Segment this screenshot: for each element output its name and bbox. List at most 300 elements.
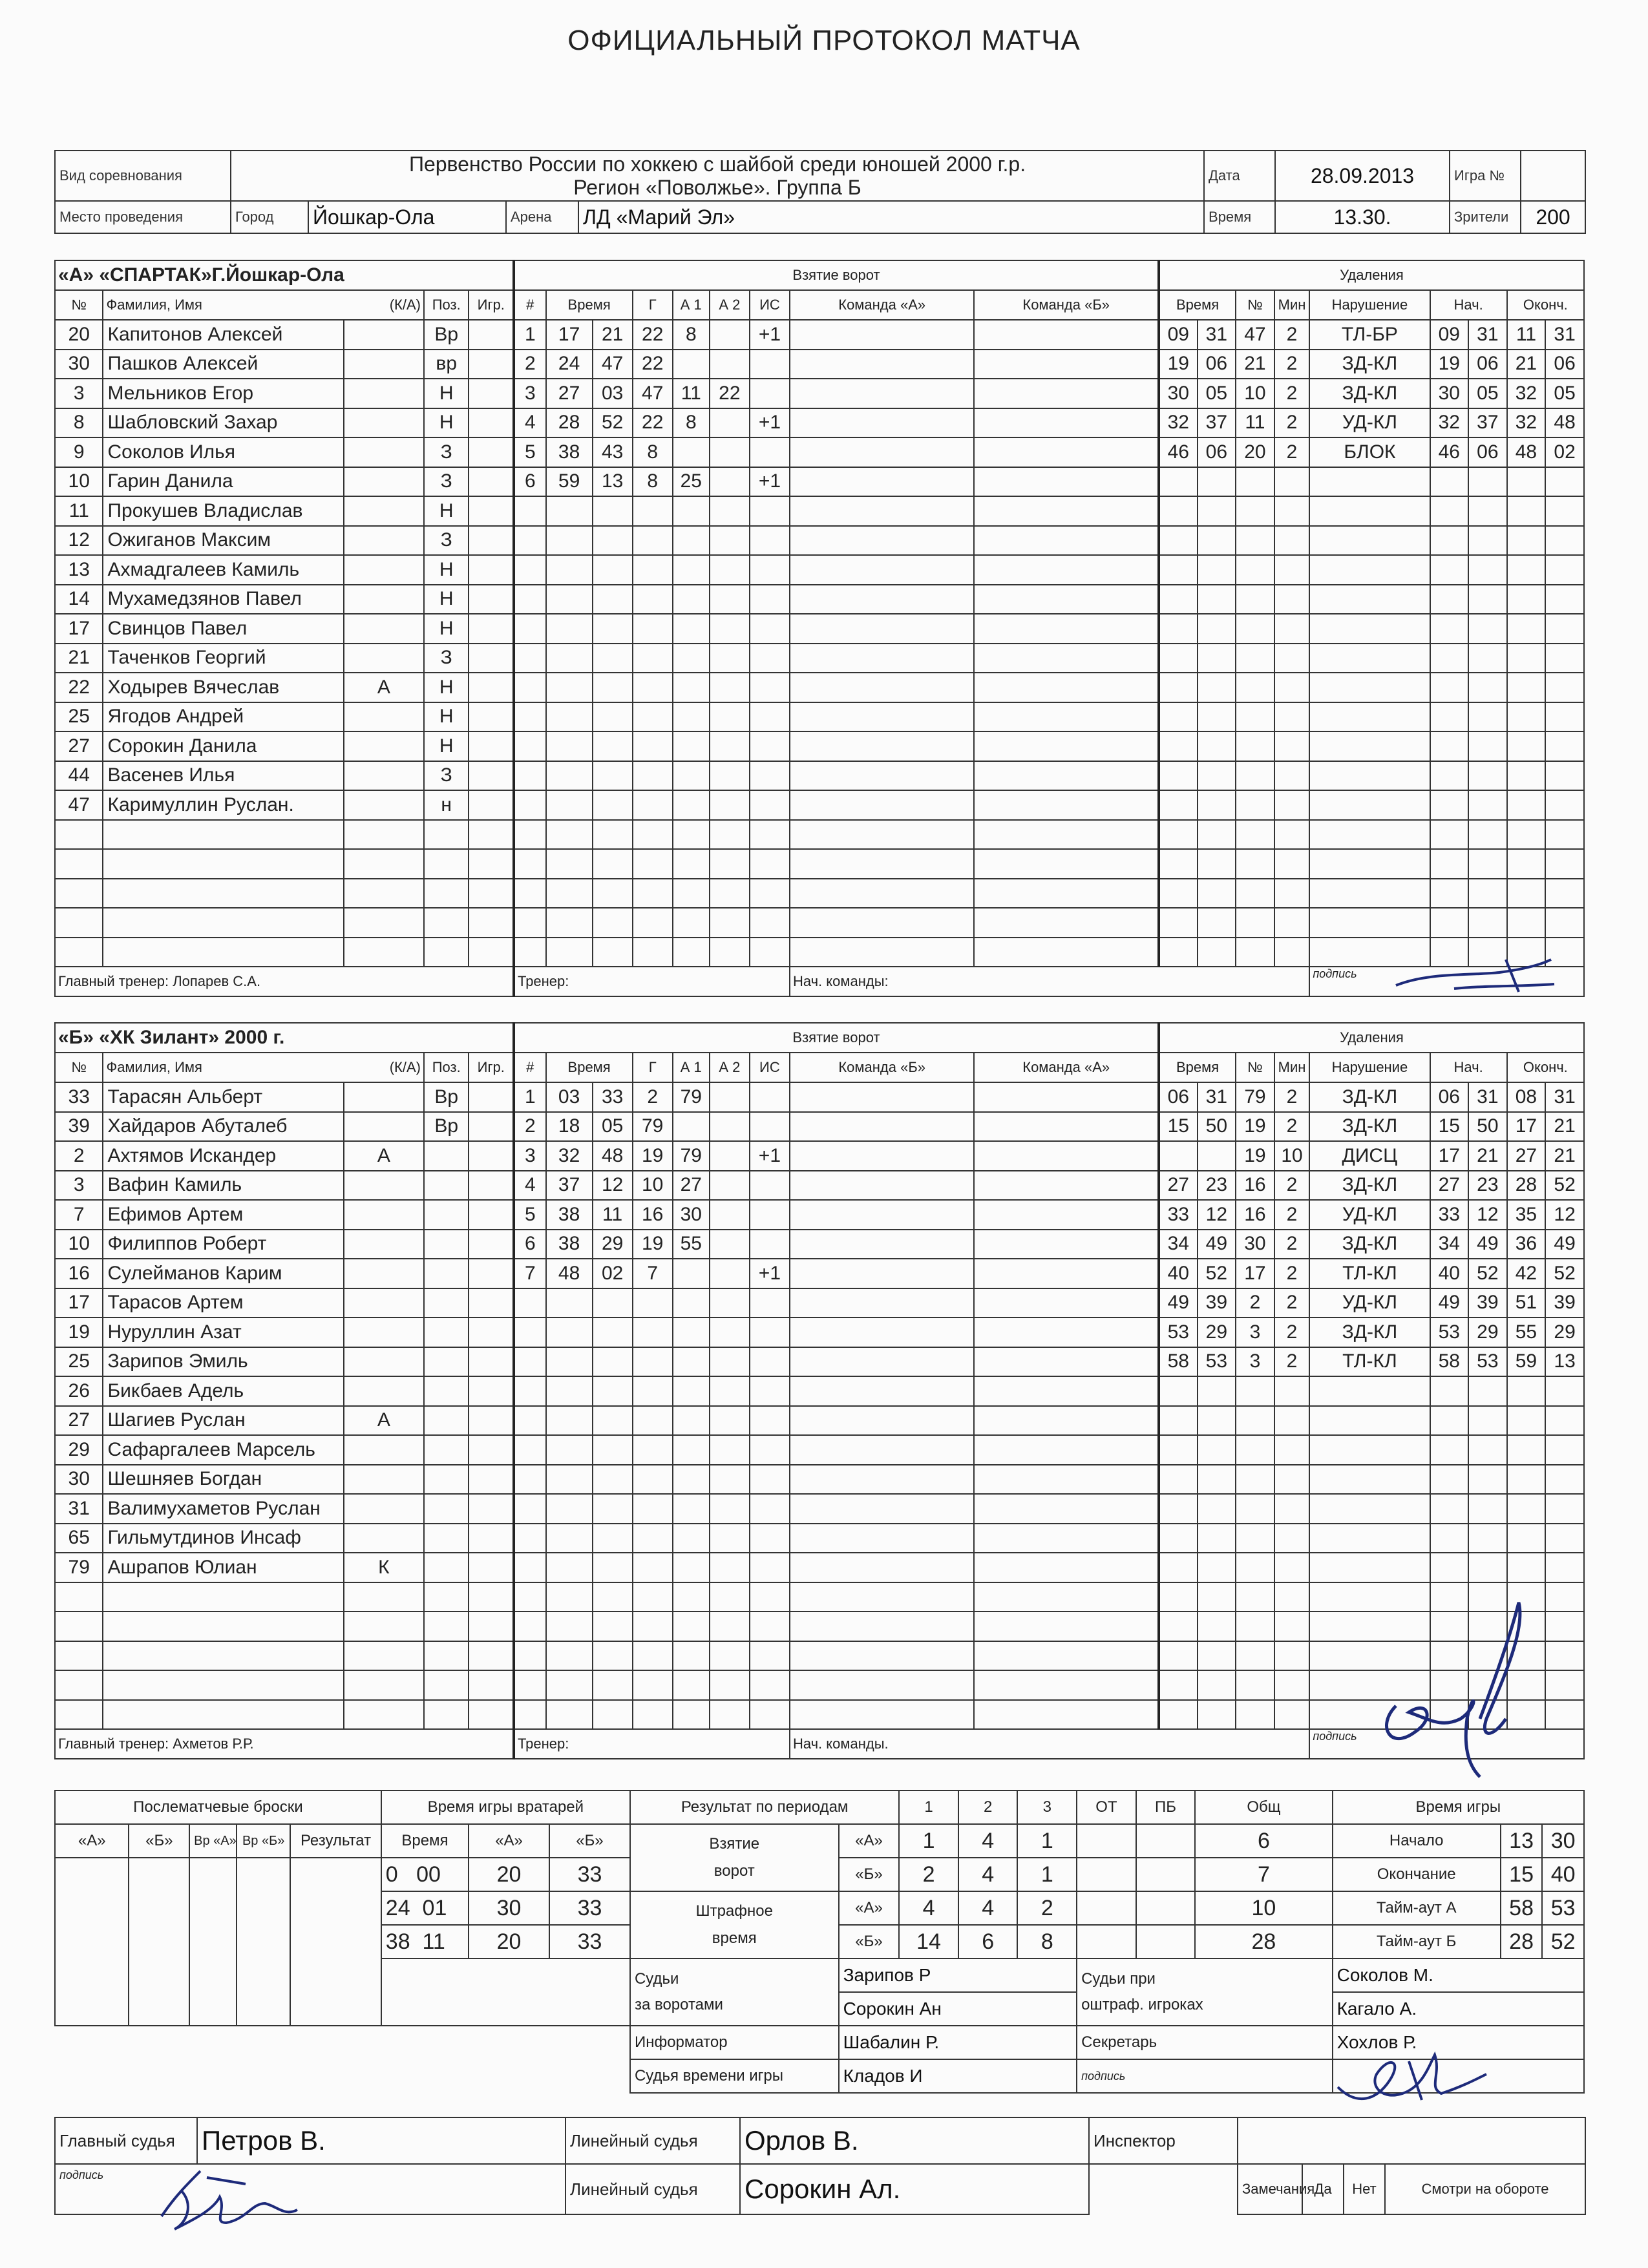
player-played xyxy=(469,1670,514,1700)
pim-row-label: Штрафное время xyxy=(630,1891,839,1958)
goal-assist-2 xyxy=(710,350,750,379)
penalty-minute: 19 xyxy=(1159,350,1198,379)
goal-strength xyxy=(750,1230,790,1259)
player-number: 25 xyxy=(55,702,103,732)
col-is: ИС xyxy=(750,290,790,320)
penalty-start-min xyxy=(1430,1376,1469,1406)
penalty-second xyxy=(1198,1553,1236,1582)
player-name: Ходырев Вячеслав xyxy=(103,673,343,702)
penalty-type xyxy=(1309,849,1430,879)
penalty-minute xyxy=(1159,702,1198,732)
goal-number xyxy=(514,1700,546,1730)
penalty-end-min xyxy=(1507,1435,1546,1465)
player-role xyxy=(344,496,424,526)
col-played: Игр. xyxy=(469,290,514,320)
penalty-end-sec xyxy=(1545,1700,1584,1730)
goal-strength xyxy=(750,614,790,644)
penalty-end-min: 28 xyxy=(1507,1171,1546,1201)
goal-assist-2 xyxy=(710,790,750,820)
penalty-minute xyxy=(1159,555,1198,585)
penalty-minute: 34 xyxy=(1159,1230,1198,1259)
pim-b-ot xyxy=(1077,1925,1136,1958)
goal-scorer: 19 xyxy=(633,1230,673,1259)
timeout-b-label: Тайм-аут Б xyxy=(1333,1925,1501,1958)
penalty-start-sec xyxy=(1468,790,1507,820)
goal-number: 2 xyxy=(514,350,546,379)
player-played xyxy=(469,702,514,732)
so-col-b: «Б» xyxy=(129,1824,189,1858)
player-role xyxy=(344,467,424,497)
penalty-end-sec: 12 xyxy=(1545,1200,1584,1230)
team-1-cell xyxy=(790,908,974,938)
penalty-player xyxy=(1236,731,1274,761)
penalty-player xyxy=(1236,1612,1274,1641)
penalty-minute xyxy=(1159,731,1198,761)
col-played: Игр. xyxy=(469,1053,514,1082)
team-1-cell xyxy=(790,1641,974,1671)
goal-assist-1 xyxy=(673,614,710,644)
table-row xyxy=(55,437,1584,467)
goal-minute: 17 xyxy=(546,320,593,350)
goal-number xyxy=(514,820,546,850)
penalty-start-sec xyxy=(1468,879,1507,908)
player-name: Бикбаев Адель xyxy=(103,1376,343,1406)
team-1-cell xyxy=(790,849,974,879)
penalty-minutes xyxy=(1274,702,1310,732)
penalty-type xyxy=(1309,585,1430,614)
ot-header: ОТ xyxy=(1077,1790,1136,1824)
penalty-end-sec: 02 xyxy=(1545,437,1584,467)
table-row xyxy=(55,908,1584,938)
penalty-start-min xyxy=(1430,820,1469,850)
penalty-second xyxy=(1198,938,1236,967)
player-name: Гильмутдинов Инсаф xyxy=(103,1524,343,1553)
team-b-table xyxy=(54,1022,1585,1759)
team-1-cell xyxy=(790,1347,974,1377)
player-role xyxy=(344,1641,424,1671)
team-1-cell xyxy=(790,1200,974,1230)
gk-row-1-b: 33 xyxy=(549,1858,630,1891)
penalty-type: ЗД-КЛ xyxy=(1309,1230,1430,1259)
player-played xyxy=(469,1318,514,1347)
penalty-player xyxy=(1236,938,1274,967)
penalty-minute xyxy=(1159,790,1198,820)
goal-strength xyxy=(750,1465,790,1495)
player-name: Соколов Илья xyxy=(103,437,343,467)
player-name xyxy=(103,849,343,879)
player-name: Сафаргалеев Марсель xyxy=(103,1435,343,1465)
team-title: «А» «СПАРТАК»Г.Йошкар-Ола xyxy=(55,260,514,290)
player-name: Валимухаметов Руслан xyxy=(103,1494,343,1524)
secretary-signature xyxy=(1331,2035,1493,2113)
assistant-coach: Тренер: xyxy=(514,967,790,996)
penalty-second xyxy=(1198,1524,1236,1553)
penalty-end-min xyxy=(1507,702,1546,732)
remarks-yes: Да xyxy=(1302,2164,1344,2214)
penalty-end-sec: 13 xyxy=(1545,1347,1584,1377)
penalty-player: 20 xyxy=(1236,437,1274,467)
goal-assist-1 xyxy=(673,350,710,379)
penalty-end-sec xyxy=(1545,790,1584,820)
goal-minute: 18 xyxy=(546,1112,593,1142)
goal-number xyxy=(514,496,546,526)
team-2-cell xyxy=(974,1524,1159,1553)
penalty-type: ЗД-КЛ xyxy=(1309,1082,1430,1112)
player-played xyxy=(469,526,514,556)
goal-assist-1 xyxy=(673,644,710,673)
goal-second: 52 xyxy=(593,408,633,438)
penalty-minutes: 2 xyxy=(1274,1112,1310,1142)
penalty-judge-1: Соколов М. xyxy=(1333,1958,1584,1992)
penalty-minutes xyxy=(1274,1465,1310,1495)
player-number: 79 xyxy=(55,1553,103,1582)
goal-minute xyxy=(546,731,593,761)
team-1-cell xyxy=(790,379,974,408)
penalty-end-min xyxy=(1507,1406,1546,1436)
goal-scorer: 2 xyxy=(633,1082,673,1112)
gk-row-3-time: 38 11 xyxy=(381,1925,469,1958)
goal-number: 3 xyxy=(514,379,546,408)
penalty-minutes: 2 xyxy=(1274,379,1310,408)
penalty-end-min xyxy=(1507,1494,1546,1524)
penalty-minute xyxy=(1159,908,1198,938)
player-position: Н xyxy=(424,614,469,644)
goal-assist-2 xyxy=(710,1612,750,1641)
col-pen-start: Нач. xyxy=(1430,290,1507,320)
table-row xyxy=(55,1230,1584,1259)
table-row xyxy=(55,1582,1584,1612)
team-1-cell xyxy=(790,731,974,761)
penalty-second xyxy=(1198,908,1236,938)
goal-strength xyxy=(750,1288,790,1318)
player-name: Хайдаров Абуталеб xyxy=(103,1112,343,1142)
penalty-end-sec xyxy=(1545,614,1584,644)
player-number: 17 xyxy=(55,614,103,644)
goal-minute xyxy=(546,761,593,791)
goal-second xyxy=(593,555,633,585)
player-played xyxy=(469,379,514,408)
table-row xyxy=(55,379,1584,408)
goals-a-so xyxy=(1136,1824,1196,1858)
arena-label: Арена xyxy=(506,201,578,233)
penalty-start-sec xyxy=(1468,849,1507,879)
player-name: Гарин Данила xyxy=(103,467,343,497)
player-played xyxy=(469,731,514,761)
penalty-minutes xyxy=(1274,585,1310,614)
player-position xyxy=(424,1347,469,1377)
table-row xyxy=(55,320,1584,350)
pim-b-so xyxy=(1136,1925,1196,1958)
penalty-start-min xyxy=(1430,1553,1469,1582)
assistant-coach: Тренер: xyxy=(514,1729,790,1759)
goal-scorer xyxy=(633,1582,673,1612)
player-role xyxy=(344,437,424,467)
penalty-end-min xyxy=(1507,1465,1546,1495)
penalty-type xyxy=(1309,1406,1430,1436)
penalties-title: Удаления xyxy=(1159,260,1584,290)
head-coach: Главный тренер: Ахметов Р.Р. xyxy=(55,1729,514,1759)
col-pos: Поз. xyxy=(424,1053,469,1082)
period-1-header: 1 xyxy=(899,1790,958,1824)
player-number xyxy=(55,938,103,967)
team-1-cell xyxy=(790,1376,974,1406)
goal-second xyxy=(593,1347,633,1377)
player-number: 44 xyxy=(55,761,103,791)
player-number: 47 xyxy=(55,790,103,820)
penalty-second xyxy=(1198,849,1236,879)
team-2-cell xyxy=(974,585,1159,614)
penalty-start-sec: 21 xyxy=(1468,1141,1507,1171)
player-number: 8 xyxy=(55,408,103,438)
goal-scorer xyxy=(633,1376,673,1406)
player-position xyxy=(424,849,469,879)
goal-number xyxy=(514,644,546,673)
goal-second xyxy=(593,1524,633,1553)
player-name xyxy=(103,1612,343,1641)
team-1-cell xyxy=(790,790,974,820)
penalty-end-min xyxy=(1507,731,1546,761)
team-2-cell xyxy=(974,1141,1159,1171)
penalty-minutes: 2 xyxy=(1274,1082,1310,1112)
goals-row-label: Взятие ворот xyxy=(630,1824,839,1891)
team-1-cell xyxy=(790,1112,974,1142)
goals-b-ot xyxy=(1077,1858,1136,1891)
penalty-minute xyxy=(1159,1612,1198,1641)
goal-second xyxy=(593,496,633,526)
player-name: Ожиганов Максим xyxy=(103,526,343,556)
goal-number: 1 xyxy=(514,320,546,350)
penalty-second xyxy=(1198,702,1236,732)
penalty-start-min: 33 xyxy=(1430,1200,1469,1230)
goal-strength xyxy=(750,673,790,702)
penalty-end-sec: 06 xyxy=(1545,350,1584,379)
goal-scorer: 8 xyxy=(633,437,673,467)
goal-assist-1 xyxy=(673,820,710,850)
penalty-end-min xyxy=(1507,614,1546,644)
gk-row-2-time: 24 01 xyxy=(381,1891,469,1925)
goal-assist-2 xyxy=(710,1670,750,1700)
goal-assist-1: 8 xyxy=(673,408,710,438)
goal-assist-2 xyxy=(710,1259,750,1288)
goals-a-p3: 1 xyxy=(1017,1824,1077,1858)
player-name: Ефимов Артем xyxy=(103,1200,343,1230)
team-1-cell xyxy=(790,555,974,585)
goal-number: 3 xyxy=(514,1141,546,1171)
penalty-start-sec xyxy=(1468,820,1507,850)
goal-assist-2 xyxy=(710,1112,750,1142)
goal-assist-1 xyxy=(673,1112,710,1142)
goal-second: 33 xyxy=(593,1082,633,1112)
goal-number xyxy=(514,1670,546,1700)
team-2-cell xyxy=(974,1288,1159,1318)
penalty-player xyxy=(1236,1494,1274,1524)
player-role xyxy=(344,1082,424,1112)
penalty-end-min xyxy=(1507,496,1546,526)
goal-assist-2: 22 xyxy=(710,379,750,408)
gk-row-2-a: 30 xyxy=(469,1891,549,1925)
penalty-start-sec: 05 xyxy=(1468,379,1507,408)
penalty-type xyxy=(1309,702,1430,732)
team-1-cell xyxy=(790,585,974,614)
pim-a-ot xyxy=(1077,1891,1136,1925)
time-label: Время xyxy=(1204,201,1275,233)
goal-assist-2 xyxy=(710,1553,750,1582)
team-1-cell xyxy=(790,1435,974,1465)
goal-assist-2 xyxy=(710,1141,750,1171)
team-1-cell xyxy=(790,1406,974,1436)
player-position xyxy=(424,1641,469,1671)
team-1-cell xyxy=(790,437,974,467)
player-position: Н xyxy=(424,585,469,614)
team-2-cell xyxy=(974,1553,1159,1582)
player-name xyxy=(103,1582,343,1612)
goal-assist-1 xyxy=(673,938,710,967)
goal-assist-2 xyxy=(710,1524,750,1553)
start-mm: 30 xyxy=(1542,1824,1584,1858)
linesman-1: Орлов В. xyxy=(740,2117,1089,2164)
penalty-start-sec: 12 xyxy=(1468,1200,1507,1230)
gk-col-a: «А» xyxy=(469,1824,549,1858)
penalty-minutes xyxy=(1274,644,1310,673)
player-number: 17 xyxy=(55,1288,103,1318)
penalty-end-min: 59 xyxy=(1507,1347,1546,1377)
penalty-type: УД-КЛ xyxy=(1309,1200,1430,1230)
goal-assist-1 xyxy=(673,1288,710,1318)
penalty-end-sec xyxy=(1545,1376,1584,1406)
penalty-minutes: 10 xyxy=(1274,1141,1310,1171)
table-row xyxy=(55,1700,1584,1730)
penalty-end-sec xyxy=(1545,673,1584,702)
player-number: 65 xyxy=(55,1524,103,1553)
goal-assist-2 xyxy=(710,496,750,526)
goal-assist-2 xyxy=(710,526,750,556)
col-pen-min: Мин xyxy=(1274,290,1310,320)
team-1-cell xyxy=(790,673,974,702)
col-name: Фамилия, Имя (К/А) xyxy=(103,290,424,320)
col-violation: Нарушение xyxy=(1309,1053,1430,1082)
team-1-cell xyxy=(790,1524,974,1553)
goal-assist-2 xyxy=(710,908,750,938)
penalty-start-sec xyxy=(1468,1494,1507,1524)
penalty-start-sec: 53 xyxy=(1468,1347,1507,1377)
start-label: Начало xyxy=(1333,1824,1501,1858)
col-team-1: Команда «А» xyxy=(790,290,974,320)
penalty-end-sec xyxy=(1545,555,1584,585)
player-position xyxy=(424,1200,469,1230)
goal-scorer xyxy=(633,1465,673,1495)
penalty-player: 21 xyxy=(1236,350,1274,379)
player-number xyxy=(55,1641,103,1671)
so-col-a: «А» xyxy=(55,1824,129,1858)
page-title: ОФИЦИАЛЬНЫЙ ПРОТОКОЛ МАТЧА xyxy=(567,25,1081,56)
goal-minute: 48 xyxy=(546,1259,593,1288)
player-played xyxy=(469,644,514,673)
penalty-minute: 40 xyxy=(1159,1259,1198,1288)
penalty-start-min xyxy=(1430,731,1469,761)
goal-strength xyxy=(750,1376,790,1406)
goal-assist-1: 79 xyxy=(673,1141,710,1171)
player-played xyxy=(469,1200,514,1230)
goal-minute: 32 xyxy=(546,1141,593,1171)
penalty-end-min: 32 xyxy=(1507,379,1546,408)
goal-assist-2 xyxy=(710,1435,750,1465)
so-cell xyxy=(55,1858,129,2026)
penalty-player xyxy=(1236,673,1274,702)
table-row xyxy=(55,467,1584,497)
goal-assist-2 xyxy=(710,585,750,614)
penalty-type: БЛОК xyxy=(1309,437,1430,467)
goal-second: 29 xyxy=(593,1230,633,1259)
goal-assist-1 xyxy=(673,585,710,614)
goal-assist-2 xyxy=(710,849,750,879)
player-played xyxy=(469,1524,514,1553)
goal-assist-1 xyxy=(673,1406,710,1436)
penalty-start-min: 58 xyxy=(1430,1347,1469,1377)
penalty-start-min: 27 xyxy=(1430,1171,1469,1201)
goal-number xyxy=(514,731,546,761)
team-1-cell xyxy=(790,496,974,526)
goal-number: 7 xyxy=(514,1259,546,1288)
player-role xyxy=(344,908,424,938)
goal-judges-label: Судьи за воротами xyxy=(630,1958,839,2026)
player-name xyxy=(103,1670,343,1700)
player-number: 2 xyxy=(55,1141,103,1171)
goal-second xyxy=(593,673,633,702)
goal-strength xyxy=(750,437,790,467)
goal-minute xyxy=(546,908,593,938)
table-row xyxy=(55,673,1584,702)
goal-strength xyxy=(750,1553,790,1582)
penalty-type xyxy=(1309,731,1430,761)
goal-number xyxy=(514,879,546,908)
goal-strength xyxy=(750,820,790,850)
table-row xyxy=(55,879,1584,908)
penalty-end-min xyxy=(1507,673,1546,702)
player-name: Ягодов Андрей xyxy=(103,702,343,732)
goal-minute: 28 xyxy=(546,408,593,438)
goal-strength xyxy=(750,1582,790,1612)
penalty-player: 16 xyxy=(1236,1200,1274,1230)
penalty-minute xyxy=(1159,585,1198,614)
goal-strength: +1 xyxy=(750,467,790,497)
player-position: З xyxy=(424,644,469,673)
penalty-minutes xyxy=(1274,1406,1310,1436)
goal-second xyxy=(593,1700,633,1730)
team-2-cell xyxy=(974,1347,1159,1377)
penalty-end-sec xyxy=(1545,908,1584,938)
player-role: К xyxy=(344,1553,424,1582)
col-goal-time: Время xyxy=(546,290,633,320)
penalty-player xyxy=(1236,849,1274,879)
goal-minute: 37 xyxy=(546,1171,593,1201)
goal-strength: +1 xyxy=(750,320,790,350)
pim-a-p3: 2 xyxy=(1017,1891,1077,1925)
team-1-cell xyxy=(790,1582,974,1612)
goal-number: 6 xyxy=(514,467,546,497)
player-played xyxy=(469,1259,514,1288)
goal-assist-1 xyxy=(673,1259,710,1288)
penalty-second xyxy=(1198,585,1236,614)
player-played xyxy=(469,1641,514,1671)
secretary: Хохлов Р. xyxy=(1333,2026,1584,2059)
player-role xyxy=(344,644,424,673)
goal-number: 4 xyxy=(514,1171,546,1201)
team-2-cell xyxy=(974,1465,1159,1495)
penalty-second: 29 xyxy=(1198,1318,1236,1347)
penalty-end-sec xyxy=(1545,496,1584,526)
player-number: 29 xyxy=(55,1435,103,1465)
period-3-header: 3 xyxy=(1017,1790,1077,1824)
